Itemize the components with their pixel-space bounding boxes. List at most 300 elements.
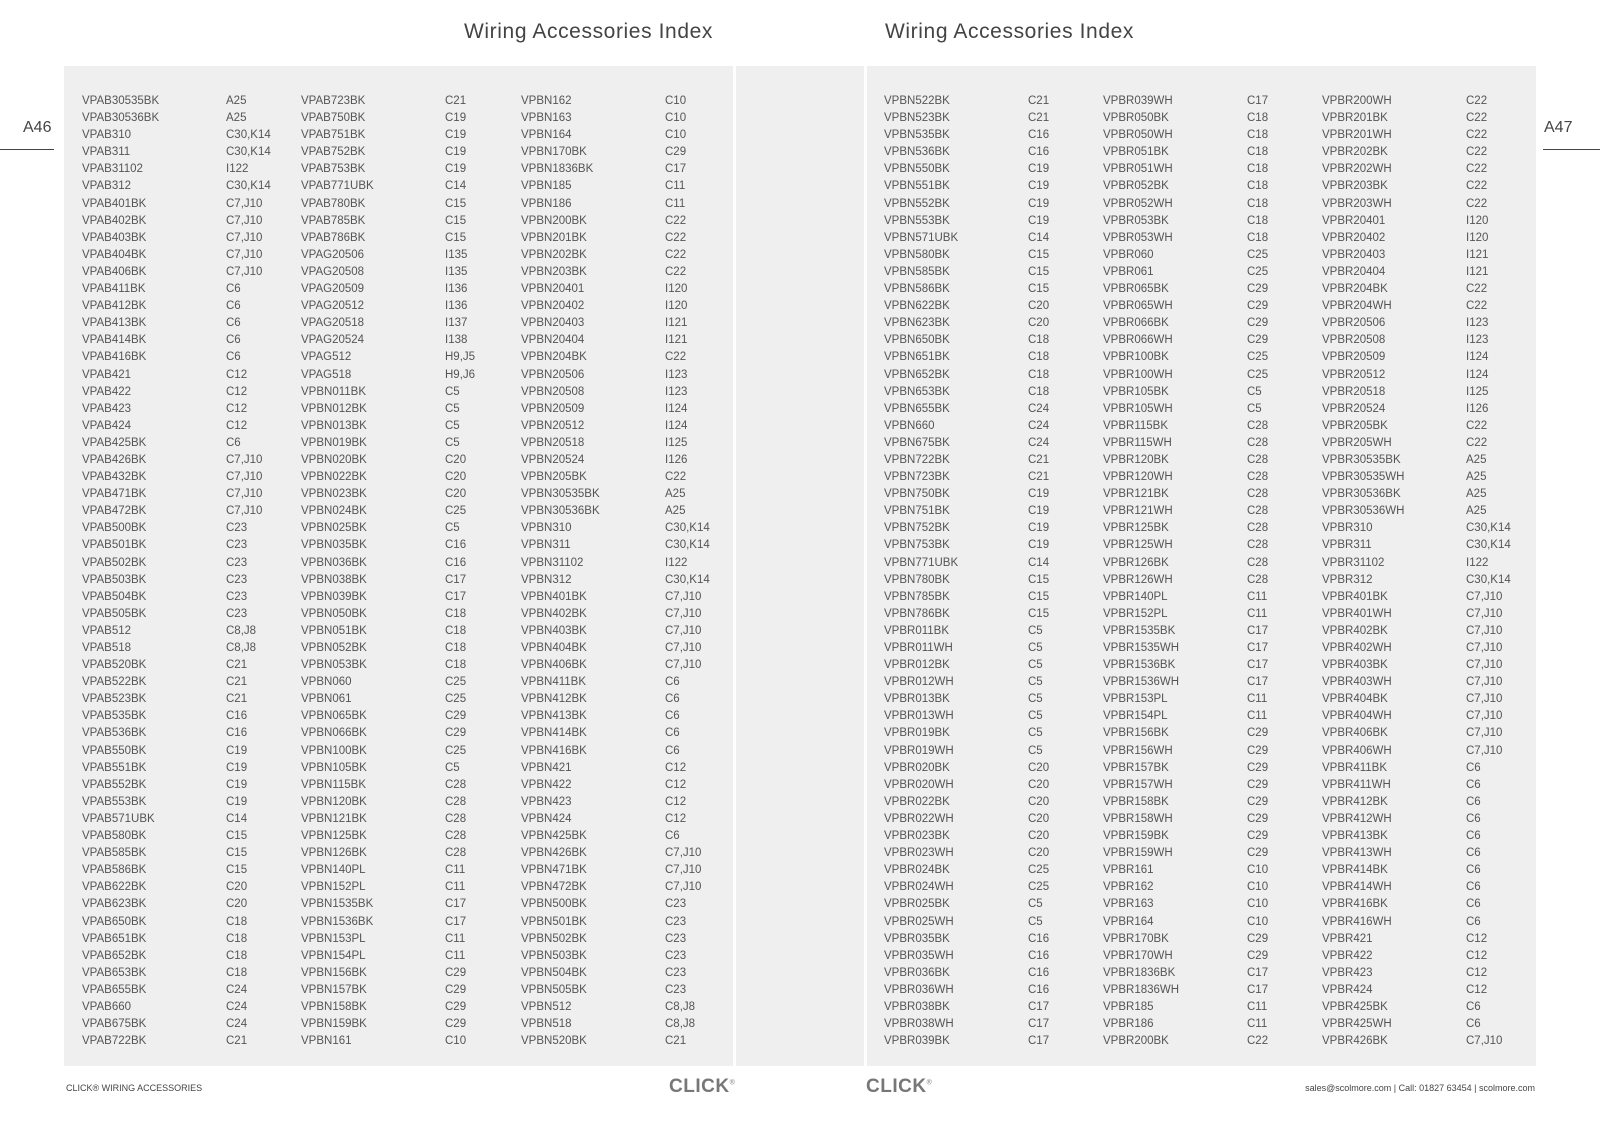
index-row <box>1322 469 1537 486</box>
footer-contact: sales@scolmore.com | Call: 01827 63454 | scolmore.com <box>1305 1083 1535 1093</box>
page-reference: I122 <box>1466 556 1489 569</box>
index-row <box>1103 452 1318 469</box>
page-reference: C28 <box>445 795 467 808</box>
index-row <box>1322 999 1537 1016</box>
page-reference: C18 <box>1247 112 1269 125</box>
page-reference: C22 <box>1466 180 1488 193</box>
page-reference: C5 <box>1028 659 1043 672</box>
product-code: VPAB426BK <box>82 453 147 466</box>
product-code: VPBR159BK <box>1103 830 1169 843</box>
index-row <box>1103 640 1318 657</box>
index-row <box>301 1033 516 1050</box>
product-code: VPAB30536BK <box>82 112 160 125</box>
product-code: VPBR1536BK <box>1103 659 1176 672</box>
page-reference: C17 <box>1247 966 1269 979</box>
product-code: VPBR100BK <box>1103 351 1169 364</box>
index-row <box>521 691 736 708</box>
index-row <box>1322 178 1537 195</box>
product-code: VPBR115WH <box>1103 436 1172 449</box>
product-code: VPBN061 <box>301 693 352 706</box>
product-code: VPBR200BK <box>1103 1035 1169 1048</box>
product-code: VPBR140PL <box>1103 590 1168 603</box>
index-row <box>301 931 516 948</box>
index-row <box>82 384 297 401</box>
product-code: VPAB412BK <box>82 300 147 313</box>
index-row <box>1322 708 1537 725</box>
index-row <box>521 520 736 537</box>
page-reference: C22 <box>1466 129 1488 142</box>
index-row <box>1322 982 1537 999</box>
product-code: VPAB423 <box>82 402 132 415</box>
page-reference: C30,K14 <box>226 129 271 142</box>
page-reference: C29 <box>445 727 467 740</box>
product-code: VPBR038WH <box>884 1018 954 1031</box>
product-code: VPBR022BK <box>884 795 950 808</box>
index-row <box>1322 349 1537 366</box>
index-row <box>521 367 736 384</box>
index-column <box>521 93 736 1050</box>
index-row <box>82 93 297 110</box>
product-code: VPAB411BK <box>82 283 146 296</box>
product-code: VPBN158BK <box>301 1000 367 1013</box>
product-code: VPBN205BK <box>521 471 587 484</box>
page-reference: C7,J10 <box>1466 727 1503 740</box>
page-reference: C19 <box>226 744 248 757</box>
product-code: VPBN204BK <box>521 351 587 364</box>
product-code: VPBR126WH <box>1103 573 1173 586</box>
product-code: VPBR163 <box>1103 898 1154 911</box>
page-reference: C20 <box>1028 795 1050 808</box>
page-reference: C19 <box>1028 163 1050 176</box>
index-row <box>884 367 1099 384</box>
index-row <box>521 555 736 572</box>
product-code: VPBR426BK <box>1322 1035 1388 1048</box>
index-row <box>884 896 1099 913</box>
product-code: VPBN060 <box>301 676 352 689</box>
page-reference: C25 <box>1247 265 1269 278</box>
product-code: VPBR011BK <box>884 624 949 637</box>
index-column <box>301 93 516 1050</box>
index-row <box>301 555 516 572</box>
product-code: VPAB416BK <box>82 351 147 364</box>
product-code: VPBN035BK <box>301 539 367 552</box>
product-code: VPBN503BK <box>521 949 587 962</box>
page-reference: C6 <box>1466 915 1481 928</box>
page-reference: C15 <box>1028 248 1050 261</box>
index-row <box>301 230 516 247</box>
product-code: VPBN553BK <box>884 214 950 227</box>
page-reference: C25 <box>445 505 467 518</box>
index-row <box>884 811 1099 828</box>
index-row <box>301 503 516 520</box>
product-code: VPAB504BK <box>82 590 147 603</box>
page-reference: C23 <box>665 966 687 979</box>
product-code: VPBR105BK <box>1103 385 1169 398</box>
page-reference: C29 <box>1247 830 1269 843</box>
index-row <box>1103 708 1318 725</box>
page-reference: I136 <box>445 300 468 313</box>
page-reference: C29 <box>1247 932 1269 945</box>
index-row <box>1322 264 1537 281</box>
page-reference: C18 <box>1247 214 1269 227</box>
product-code: VPBR205BK <box>1322 419 1388 432</box>
product-code: VPBR051WH <box>1103 163 1173 176</box>
index-row <box>301 811 516 828</box>
product-code: VPAB751BK <box>301 129 366 142</box>
index-row <box>301 845 516 862</box>
index-row <box>301 879 516 896</box>
page-reference: I137 <box>445 317 468 330</box>
page-reference: C16 <box>226 710 248 723</box>
product-code: VPBR203WH <box>1322 197 1392 210</box>
product-code: VPBN512 <box>521 1000 572 1013</box>
product-code: VPAB413BK <box>82 317 147 330</box>
page-reference: C18 <box>1028 334 1050 347</box>
index-row <box>521 486 736 503</box>
product-code: VPBR413WH <box>1322 847 1392 860</box>
product-code: VPBN1536BK <box>301 915 374 928</box>
page-title-right: Wiring Accessories Index <box>885 20 1134 43</box>
product-code: VPBR421 <box>1322 932 1373 945</box>
page-reference: C28 <box>1247 539 1269 552</box>
index-row <box>1103 264 1318 281</box>
product-code: VPBR020BK <box>884 761 950 774</box>
page-reference: C6 <box>1466 864 1481 877</box>
product-code: VPBN20512 <box>521 419 585 432</box>
product-code: VPBN402BK <box>521 607 587 620</box>
page-reference: C25 <box>445 676 467 689</box>
index-row <box>521 230 736 247</box>
index-row <box>1103 367 1318 384</box>
page-reference: C16 <box>1028 129 1050 142</box>
product-code: VPBR024BK <box>884 864 950 877</box>
product-code: VPBN785BK <box>884 590 950 603</box>
index-row <box>1103 520 1318 537</box>
page-reference: C15 <box>1028 573 1050 586</box>
product-code: VPBN653BK <box>884 385 950 398</box>
product-code: VPBR204BK <box>1322 283 1388 296</box>
index-row <box>884 178 1099 195</box>
index-row <box>884 640 1099 657</box>
product-code: VPBR125WH <box>1103 539 1173 552</box>
product-code: VPBN050BK <box>301 607 367 620</box>
index-row <box>521 264 736 281</box>
product-code: VPBR406BK <box>1322 727 1388 740</box>
product-code: VPBR035WH <box>884 949 954 962</box>
page-reference: A25 <box>665 488 686 501</box>
page-reference: I122 <box>226 163 249 176</box>
product-code: VPBN416BK <box>521 744 587 757</box>
product-code: VPBR30535BK <box>1322 453 1401 466</box>
page-reference: C7,J10 <box>665 864 702 877</box>
product-code: VPBN750BK <box>884 488 950 501</box>
product-code: VPBR20512 <box>1322 368 1386 381</box>
page-reference: C24 <box>1028 402 1050 415</box>
product-code: VPAB750BK <box>301 112 366 125</box>
page-reference: C12 <box>226 419 248 432</box>
product-code: VPBN164 <box>521 129 572 142</box>
index-row <box>521 879 736 896</box>
index-row <box>1322 230 1537 247</box>
page-reference: C28 <box>1247 436 1269 449</box>
page-reference: C7,J10 <box>1466 607 1503 620</box>
index-row <box>1322 691 1537 708</box>
page-reference: C6 <box>1466 847 1481 860</box>
index-row <box>884 657 1099 674</box>
index-row <box>521 640 736 657</box>
page-reference: C29 <box>445 1018 467 1031</box>
page-reference: C11 <box>445 864 466 877</box>
page-reference: C20 <box>1028 761 1050 774</box>
index-row <box>884 537 1099 554</box>
product-code: VPBN120BK <box>301 795 367 808</box>
page-reference: C21 <box>226 693 248 706</box>
index-row <box>82 1033 297 1050</box>
index-row <box>884 230 1099 247</box>
page-reference: C7,J10 <box>665 590 702 603</box>
index-row <box>301 657 516 674</box>
product-code: VPBN660 <box>884 419 935 432</box>
index-row <box>884 349 1099 366</box>
page-reference: C18 <box>1247 197 1269 210</box>
index-row <box>301 965 516 982</box>
product-code: VPBN426BK <box>521 847 587 860</box>
product-code: VPBR1535BK <box>1103 624 1176 637</box>
page-reference: C30,K14 <box>1466 573 1511 586</box>
page-reference: C21 <box>1028 453 1050 466</box>
index-row <box>521 503 736 520</box>
page-reference: C6 <box>1466 795 1481 808</box>
index-row <box>521 127 736 144</box>
page-reference: C7,J10 <box>226 214 263 227</box>
index-row <box>1103 879 1318 896</box>
page-reference: C11 <box>665 197 686 210</box>
product-code: VPBN411BK <box>521 676 586 689</box>
index-row <box>1322 1016 1537 1033</box>
index-row <box>884 213 1099 230</box>
index-row <box>884 691 1099 708</box>
page-reference: C29 <box>1247 744 1269 757</box>
index-row <box>1322 862 1537 879</box>
page-reference: C22 <box>665 351 687 364</box>
product-code: VPAG20518 <box>301 317 365 330</box>
index-row <box>301 589 516 606</box>
page-reference: C19 <box>226 761 248 774</box>
index-row <box>884 555 1099 572</box>
page-reference: C24 <box>226 1000 248 1013</box>
index-row <box>521 418 736 435</box>
index-row <box>1322 281 1537 298</box>
page-reference: C12 <box>1466 932 1488 945</box>
page-reference: C11 <box>445 949 466 962</box>
product-code: VPAB586BK <box>82 864 147 877</box>
product-code: VPBN403BK <box>521 624 587 637</box>
page-reference: C17 <box>1028 1035 1050 1048</box>
index-row <box>301 298 516 315</box>
page-reference: C7,J10 <box>1466 642 1503 654</box>
product-code: VPBN20404 <box>521 334 585 347</box>
page-reference: C20 <box>445 453 467 466</box>
product-code: VPBN421 <box>521 761 572 774</box>
index-row <box>82 743 297 760</box>
index-row <box>82 110 297 127</box>
product-code: VPBN551BK <box>884 180 950 193</box>
index-row <box>1322 914 1537 931</box>
product-code: VPBR100WH <box>1103 368 1173 381</box>
index-row <box>521 623 736 640</box>
index-row <box>1322 948 1537 965</box>
product-code: VPBR416BK <box>1322 898 1388 911</box>
index-row <box>82 367 297 384</box>
product-code: VPAB312 <box>82 180 132 193</box>
index-row <box>521 196 736 213</box>
page-reference: C14 <box>226 812 248 825</box>
product-code: VPBR203BK <box>1322 180 1388 193</box>
product-code: VPBR424 <box>1322 983 1373 996</box>
index-row <box>1322 794 1537 811</box>
page-reference: C12 <box>1466 966 1488 979</box>
index-row <box>301 401 516 418</box>
product-code: VPAB402BK <box>82 214 147 227</box>
product-code: VPBR120WH <box>1103 471 1173 484</box>
index-row <box>82 520 297 537</box>
index-row <box>82 760 297 777</box>
page-reference: C18 <box>445 659 467 672</box>
product-code: VPBN752BK <box>884 522 950 535</box>
index-row <box>301 777 516 794</box>
index-row <box>301 691 516 708</box>
product-code: VPBR411BK <box>1322 761 1387 774</box>
index-row <box>1103 674 1318 691</box>
index-row <box>1322 623 1537 640</box>
page-reference: A25 <box>1466 453 1487 466</box>
page-reference: C15 <box>1028 283 1050 296</box>
page-reference: C25 <box>445 693 467 706</box>
page-reference: C10 <box>665 112 687 125</box>
product-code: VPBN1836BK <box>521 163 594 176</box>
index-row <box>1103 332 1318 349</box>
index-row <box>521 999 736 1016</box>
product-code: VPBR20518 <box>1322 385 1386 398</box>
product-code: VPAB571UBK <box>82 812 155 825</box>
product-code: VPBR425BK <box>1322 1000 1388 1013</box>
index-row <box>82 828 297 845</box>
page-reference: C6 <box>665 676 680 689</box>
index-row <box>1322 606 1537 623</box>
page-reference: C12 <box>1466 983 1488 996</box>
index-row <box>521 144 736 161</box>
page-reference: C12 <box>1466 949 1488 962</box>
index-row <box>82 708 297 725</box>
click-logo-left: CLICK® <box>669 1076 736 1097</box>
product-code: VPBR31102 <box>1322 556 1385 569</box>
page-reference: C29 <box>445 1000 467 1013</box>
index-row <box>301 794 516 811</box>
product-code: VPAG512 <box>301 351 352 364</box>
page-reference: C10 <box>1247 898 1269 911</box>
product-code: VPBN650BK <box>884 334 950 347</box>
page-reference: I120 <box>1466 231 1489 244</box>
index-row <box>1103 401 1318 418</box>
product-code: VPAB471BK <box>82 488 147 501</box>
index-row <box>521 725 736 742</box>
index-column <box>1322 93 1537 1050</box>
index-row <box>1322 315 1537 332</box>
page-reference: I135 <box>445 248 468 261</box>
page-reference: C5 <box>445 522 460 535</box>
product-code: VPBN471BK <box>521 864 587 877</box>
product-code: VPBN039BK <box>301 590 367 603</box>
page-reference: C16 <box>445 539 467 552</box>
index-row <box>884 281 1099 298</box>
product-code: VPBN472BK <box>521 881 587 894</box>
product-code: VPAB785BK <box>301 214 366 227</box>
index-row <box>1103 623 1318 640</box>
index-row <box>82 127 297 144</box>
page-reference: C29 <box>1247 300 1269 313</box>
index-row <box>301 537 516 554</box>
page-reference: C17 <box>1247 642 1269 654</box>
page-reference: I124 <box>1466 368 1489 381</box>
page-reference: C6 <box>665 744 680 757</box>
index-row <box>1103 555 1318 572</box>
index-row <box>884 828 1099 845</box>
product-code: VPBR152PL <box>1103 607 1168 620</box>
page-reference: C17 <box>1247 676 1269 689</box>
product-code: VPAB310 <box>82 129 132 142</box>
product-code: VPBN036BK <box>301 556 367 569</box>
product-code: VPBN20524 <box>521 453 585 466</box>
product-code: VPBR412WH <box>1322 812 1392 825</box>
index-row <box>1322 777 1537 794</box>
page-reference: C7,J10 <box>1466 590 1503 603</box>
page-reference: C5 <box>1028 676 1043 689</box>
page-reference: C18 <box>1028 385 1050 398</box>
page-reference: C8,J8 <box>226 642 257 654</box>
product-code: VPAB752BK <box>301 146 366 159</box>
index-row <box>521 811 736 828</box>
page-reference: C5 <box>1028 744 1043 757</box>
index-row <box>1322 435 1537 452</box>
product-code: VPAB311 <box>82 146 131 159</box>
product-code: VPAB552BK <box>82 778 147 791</box>
product-code: VPBR404BK <box>1322 693 1388 706</box>
index-row <box>82 879 297 896</box>
product-code: VPBN406BK <box>521 659 587 672</box>
product-code: VPBN518 <box>521 1018 572 1031</box>
product-code: VPAB553BK <box>82 795 147 808</box>
spine-panel <box>736 66 864 1066</box>
index-row <box>884 879 1099 896</box>
page-reference: C5 <box>1028 898 1043 911</box>
index-row <box>521 743 736 760</box>
page-reference: I125 <box>665 436 688 449</box>
index-row <box>1322 828 1537 845</box>
product-code: VPBR025WH <box>884 915 954 928</box>
product-code: VPAB503BK <box>82 573 147 586</box>
page-reference: C19 <box>226 795 248 808</box>
product-code: VPAB523BK <box>82 693 147 706</box>
product-code: VPBR025BK <box>884 898 950 911</box>
product-code: VPBN140PL <box>301 864 366 877</box>
index-row <box>884 606 1099 623</box>
page-reference: C21 <box>445 95 467 107</box>
index-row <box>521 178 736 195</box>
product-code: VPBR20401 <box>1322 214 1386 227</box>
page-reference: C12 <box>665 812 687 825</box>
page-reference: C18 <box>226 966 248 979</box>
product-code: VPBN723BK <box>884 471 950 484</box>
